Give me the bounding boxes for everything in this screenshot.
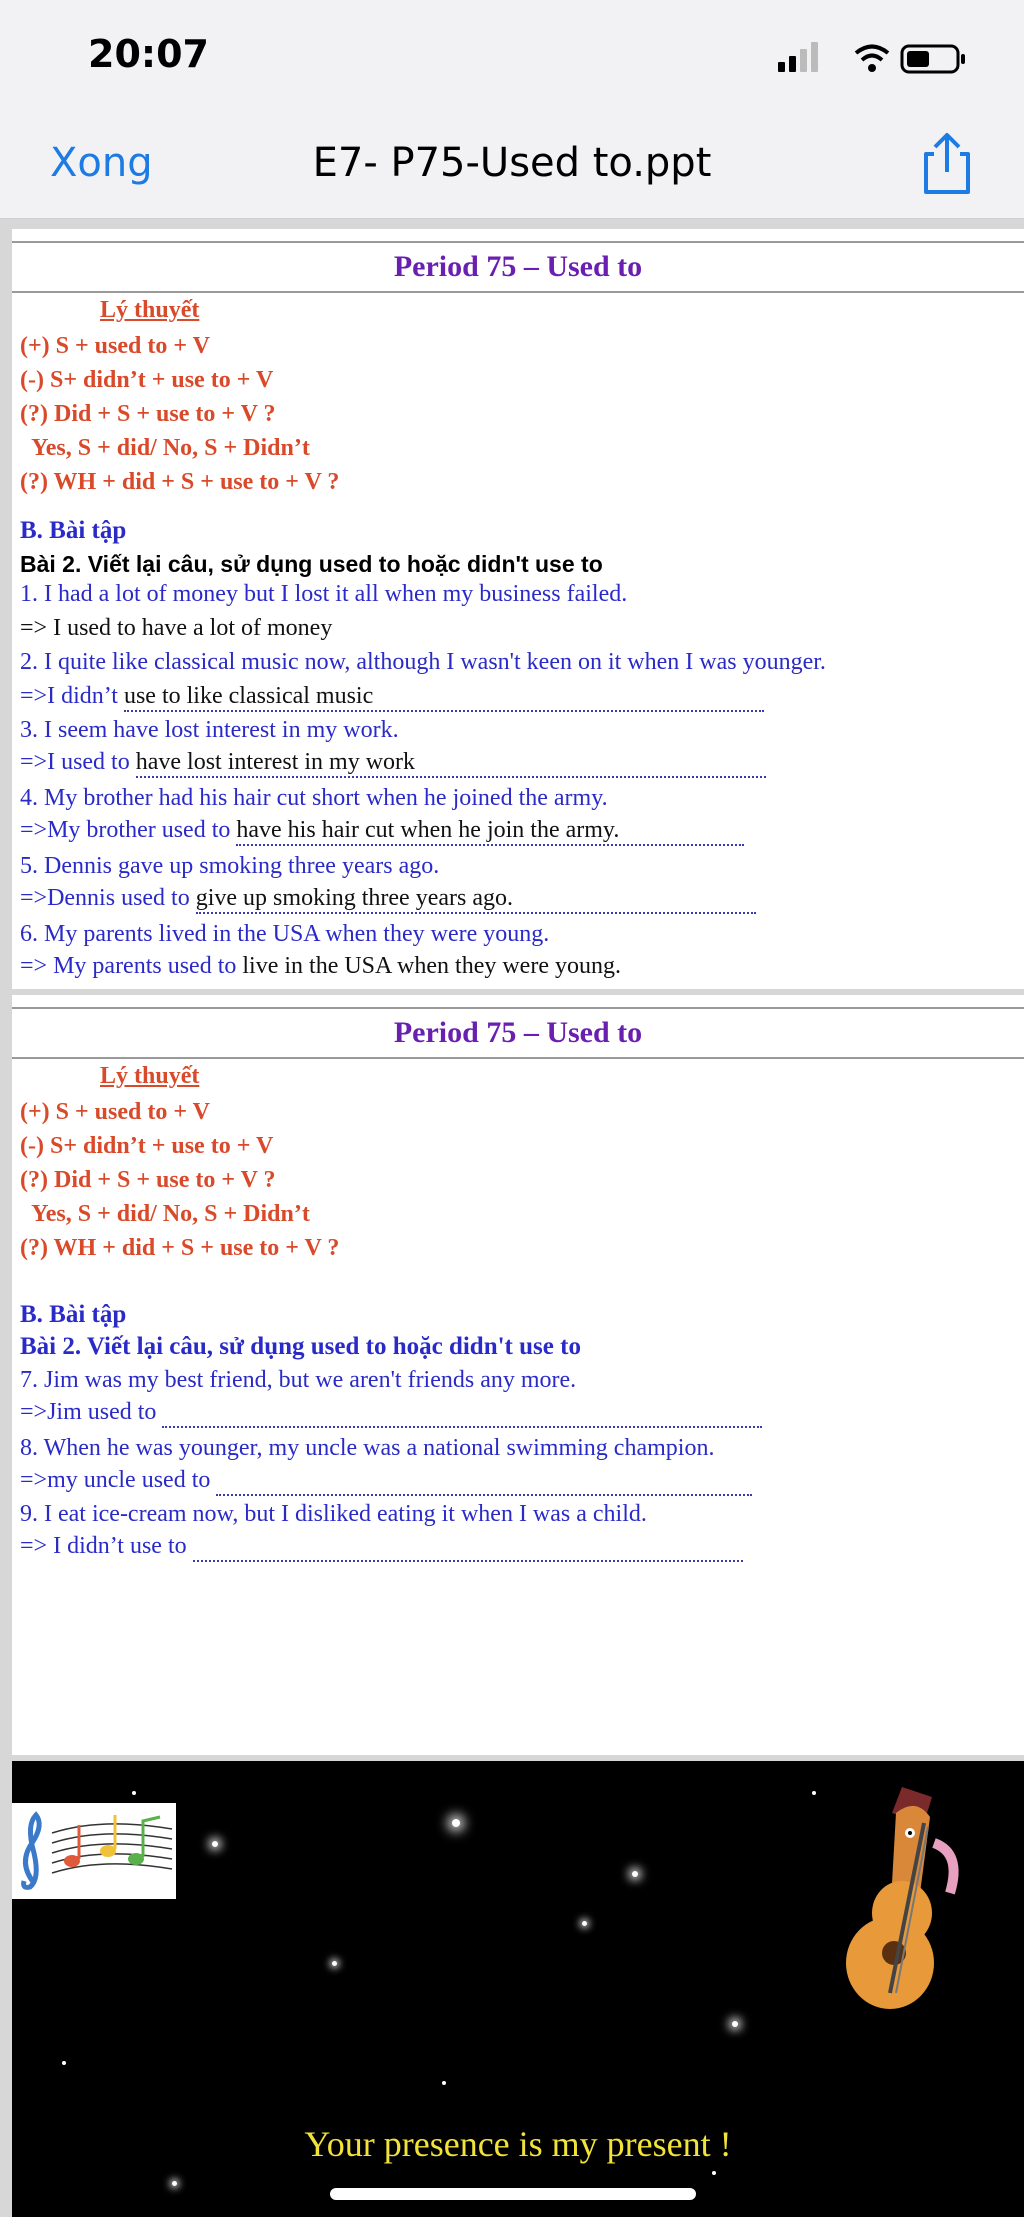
exercise-heading: Bài 2. Viết lại câu, sử dụng used to hoặc didn't use to xyxy=(20,1333,581,1360)
rule-affirmative: (+) S + used to + V xyxy=(20,333,210,359)
document-title: E7- P75-Used to.ppt xyxy=(312,140,712,186)
document-viewer[interactable] xyxy=(0,219,1024,2217)
rule-affirmative: (+) S + used to + V xyxy=(20,1099,210,1125)
slide-3 xyxy=(12,1761,1024,2217)
star xyxy=(582,1921,587,1926)
question-2: 2. I quite like classical music now, although I wasn't keen on it when I was younger. xyxy=(20,649,826,675)
star xyxy=(132,1791,136,1795)
battery-icon xyxy=(902,46,965,72)
rule-negative: (-) S+ didn’t + use to + V xyxy=(20,1133,274,1159)
slide-title: Period 75 – Used to xyxy=(12,241,1024,293)
wifi-icon xyxy=(856,47,888,73)
status-icons xyxy=(778,40,968,76)
star xyxy=(712,2171,716,2175)
star xyxy=(632,1871,638,1877)
slide-title: Period 75 – Used to xyxy=(12,1007,1024,1059)
rule-question: (?) Did + S + use to + V ? xyxy=(20,1167,276,1193)
question-1: 1. I had a lot of money but I lost it all when my business failed. xyxy=(20,581,628,607)
home-indicator[interactable] xyxy=(330,2188,696,2200)
answer-7: =>Jim used to xyxy=(20,1399,762,1428)
slide-2 xyxy=(12,995,1024,1755)
star xyxy=(212,1841,218,1847)
section-b-heading: B. Bài tập xyxy=(20,517,127,544)
question-7: 7. Jim was my best friend, but we aren't friends any more. xyxy=(20,1367,577,1393)
section-b-heading: B. Bài tập xyxy=(20,1301,127,1328)
answer-6: => My parents used to live in the USA when they were young. xyxy=(20,953,621,979)
rule-question: (?) Did + S + use to + V ? xyxy=(20,401,276,427)
music-notes-image xyxy=(12,1803,176,1899)
answer-4: =>My brother used to have his hair cut when he join the army. xyxy=(20,817,744,846)
question-5: 5. Dennis gave up smoking three years ago. xyxy=(20,853,440,879)
answer-9: => I didn’t use to xyxy=(20,1533,743,1562)
answer-5: =>Dennis used to give up smoking three years ago. xyxy=(20,885,756,914)
theory-heading: Lý thuyết xyxy=(100,297,200,323)
rule-short-answer: Yes, S + did/ No, S + Didn’t xyxy=(20,435,310,461)
signal-icon xyxy=(778,42,818,72)
theory-heading: Lý thuyết xyxy=(100,1063,200,1089)
rule-wh-question: (?) WH + did + S + use to + V ? xyxy=(20,469,340,495)
star xyxy=(812,1791,816,1795)
answer-2: =>I didn’t use to like classical music xyxy=(20,683,764,712)
answer-8: =>my uncle used to xyxy=(20,1467,752,1496)
answer-3: =>I used to have lost interest in my work xyxy=(20,749,766,778)
slide-caption: Your presence is my present ! xyxy=(304,2124,732,2164)
star xyxy=(62,2061,66,2065)
rule-short-answer: Yes, S + did/ No, S + Didn’t xyxy=(20,1201,310,1227)
question-4: 4. My brother had his hair cut short when he joined the army. xyxy=(20,785,608,811)
status-bar xyxy=(0,0,1024,120)
star xyxy=(172,2181,177,2186)
status-time: 20:07 xyxy=(88,32,209,76)
nav-bar xyxy=(0,120,1024,219)
answer-1: => I used to have a lot of money xyxy=(20,615,333,641)
star xyxy=(442,2081,446,2085)
question-6: 6. My parents lived in the USA when they were young. xyxy=(20,921,550,947)
star xyxy=(452,1819,460,1827)
rule-wh-question: (?) WH + did + S + use to + V ? xyxy=(20,1235,340,1261)
share-icon[interactable] xyxy=(920,132,974,196)
rule-negative: (-) S+ didn’t + use to + V xyxy=(20,367,274,393)
star xyxy=(332,1961,337,1966)
done-button[interactable]: Xong xyxy=(50,140,153,186)
exercise-heading: Bài 2. Viết lại câu, sử dụng used to hoặc didn't use to xyxy=(20,551,603,577)
star xyxy=(732,2021,738,2027)
question-9: 9. I eat ice-cream now, but I disliked eating it when I was a child. xyxy=(20,1501,647,1527)
slide-1 xyxy=(12,229,1024,989)
guitar-character-image xyxy=(832,1783,972,2019)
question-3: 3. I seem have lost interest in my work. xyxy=(20,717,399,743)
question-8: 8. When he was younger, my uncle was a national swimming champion. xyxy=(20,1435,715,1461)
